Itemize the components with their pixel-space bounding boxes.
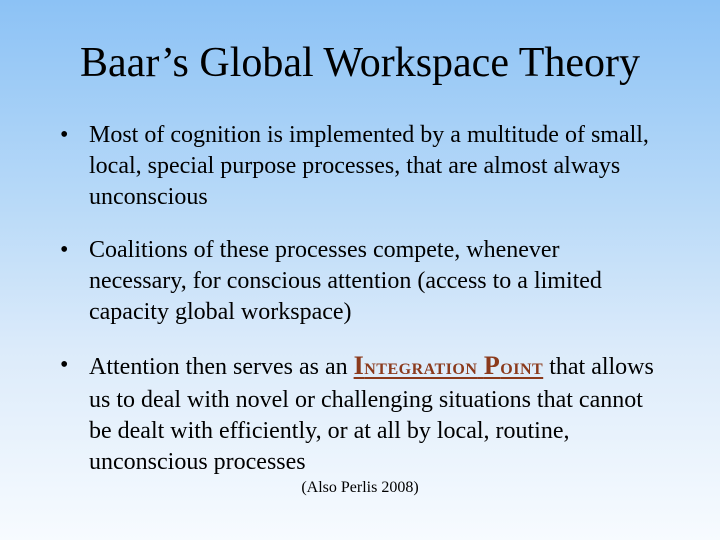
term-initial: I — [353, 351, 365, 380]
bullet-item-1 — [60, 120, 660, 213]
bullet-item-3 — [60, 350, 660, 478]
bullet-text-before: Attention then serves as an — [89, 354, 354, 380]
integration-point-term — [353, 351, 544, 380]
term-rest: NTEGRATION — [364, 361, 478, 378]
bullet-text: Most of cognition is implemented by a multitude of small, local, special purpose processes, that are almost always unconscious — [89, 122, 649, 210]
term-rest: OINT — [500, 361, 544, 378]
bullet-marker: • — [60, 352, 69, 378]
citation: (Also Perlis 2008) — [301, 479, 419, 496]
slide-title: Baar’s Global Workspace Theory — [80, 40, 640, 86]
term-initial: P — [483, 351, 501, 380]
bullet-text: Coalitions of these processes compete, whenever necessary, for conscious attention (access to a limited capacity global workspace) — [89, 237, 602, 325]
bullet-marker: • — [60, 237, 69, 263]
bullet-marker: • — [60, 122, 69, 148]
bullet-text-after: that allows us to deal with novel or challenging situations that cannot be dealt with efficiently, or at all by local, routine, unconscious processes — [89, 354, 654, 475]
bullet-item-2 — [60, 235, 660, 328]
bullet-list — [60, 120, 660, 478]
